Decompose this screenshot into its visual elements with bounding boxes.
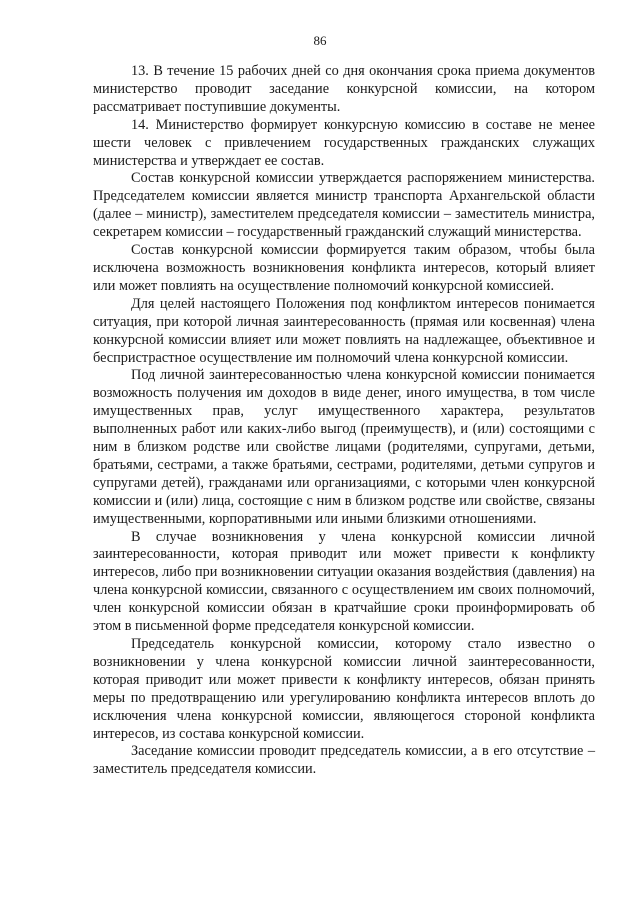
paragraph-meeting-chair: Заседание комиссии проводит председатель комиссии, а в его отсутствие – заместитель председателя комиссии. bbox=[93, 743, 595, 778]
paragraph-14: 14. Министерство формирует конкурсную комиссию в составе не менее шести человек с привлечением государственных гражданских служащих министерства и утверждает ее состав. bbox=[93, 116, 595, 169]
paragraph-13: 13. В течение 15 рабочих дней со дня окончания срока приема документов министерство проводит заседание конкурсной комиссии, на котором рассматривает поступившие документы. bbox=[93, 63, 595, 115]
paragraph-conflict-definition: Для целей настоящего Положения под конфликтом интересов понимается ситуация, при которой личная заинтересованность (прямая или косвенная) члена конкурсной комиссии влияет или может повлиять на надлежащее, объективное и беспристрастное осуществление им полномочий члена конкурсной комиссии. bbox=[93, 295, 595, 366]
paragraph-commission-composition: Состав конкурсной комиссии утверждается распоряжением министерства. Председателем комиссии является министр транспорта Архангельской области (далее – министр), заместителем председателя комиссии – заместитель министра, секретарем комиссии – государственный гражданский служащий министерства. bbox=[93, 170, 595, 241]
paragraph-personal-interest: Под личной заинтересованностью члена конкурсной комиссии понимается возможность получения им доходов в виде денег, иного имущества, в том числе имущественных прав, услуг имущественного характера, результатов выполненных работ или каких-либо выгод (преимуществ), и (или) состоящими с ним в близком родстве или свойстве лицами (родителями, супругами, детьми, братьями, сестрами, а также братьями, сестрами, родителями, детьми супругов и супругами детей), гражданами или организациями, с которыми член конкурсной комиссии и (или) лица, состоящие с ним в близком родстве или свойстве, связаны имущественными, корпоративными или иными близкими отношениями. bbox=[93, 367, 595, 527]
paragraph-conflict-exclusion: Состав конкурсной комиссии формируется таким образом, чтобы была исключена возможность возникновения конфликта интересов, который влияет или может повлиять на осуществление полномочий конкурсной комиссией. bbox=[93, 242, 595, 294]
page-number: 86 bbox=[313, 33, 327, 48]
document-body bbox=[93, 63, 595, 779]
paragraph-chair-measures: Председатель конкурсной комиссии, которому стало известно о возникновении у члена конкурсной комиссии личной заинтересованности, которая приводит или может привести к конфликту интересов, обязан принять меры по предотвращению или урегулированию конфликта интересов вплоть до исключения члена конкурсной комиссии, являющегося стороной конфликта интересов, из состава конкурсной комиссии. bbox=[93, 636, 595, 742]
paragraph-member-obligation: В случае возникновения у члена конкурсной комиссии личной заинтересованности, которая приводит или может привести к конфликту интересов, либо при возникновении ситуации оказания воздействия (давления) на члена конкурсной комиссии, связанного с осуществлением им своих полномочий, член конкурсной комиссии обязан в кратчайшие сроки проинформировать об этом в письменной форме председателя конкурсной комиссии. bbox=[93, 528, 595, 635]
